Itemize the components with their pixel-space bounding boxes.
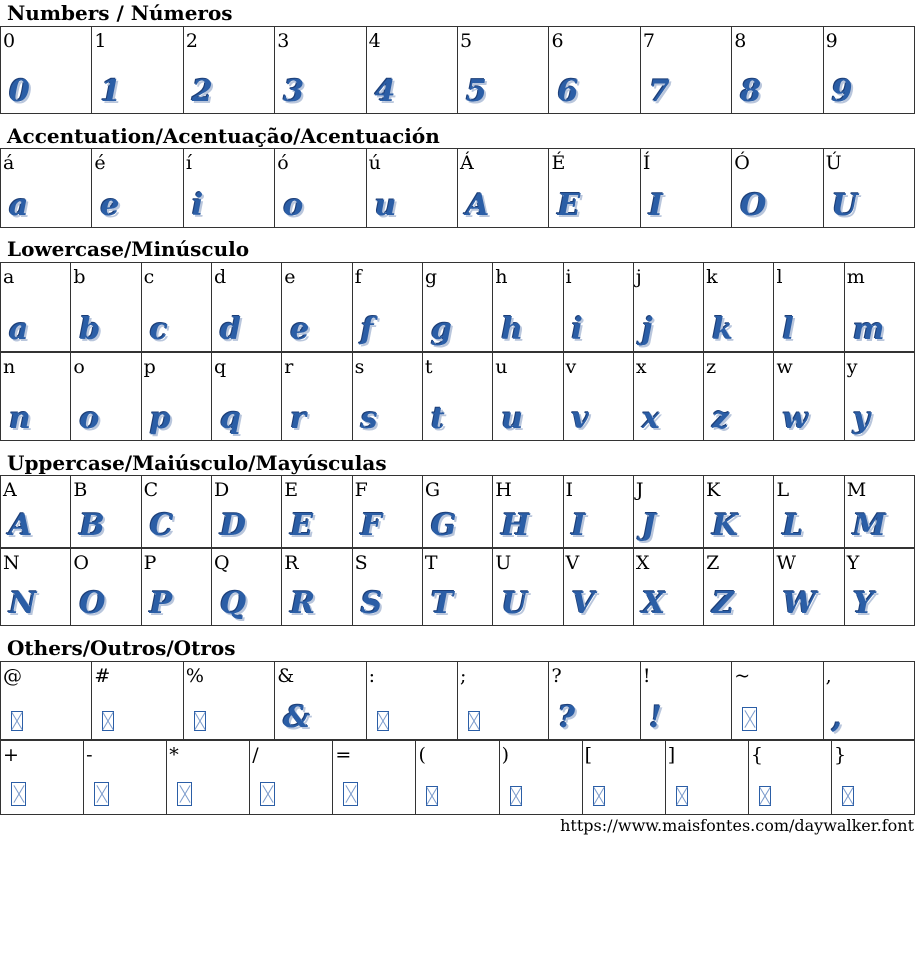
glyph-cell [583,741,666,815]
glyph-label: G [424,479,441,501]
glyph-sample: r [290,401,307,436]
glyph-cell [84,741,167,815]
glyph-label: W [776,552,796,574]
glyph-cell [641,662,732,740]
glyph-cell [212,353,282,441]
glyph-label: { [750,744,763,766]
glyph-label: c [143,266,155,288]
glyph-sample: N [9,586,37,621]
glyph-label: p [143,356,156,378]
glyph-label: r [284,356,294,378]
glyph-sample: P [149,586,173,621]
glyph-row [0,262,915,352]
glyph-cell [1,549,71,626]
glyph-sample: I [571,508,586,543]
glyph-cell [832,741,915,815]
glyph-label: ? [551,665,562,687]
glyph-sample: H [501,508,530,543]
glyph-cell [212,476,282,548]
glyph-sample: i [571,312,583,347]
glyph-cell [634,549,704,626]
glyph-row [0,548,915,626]
missing-glyph-icon [102,711,114,731]
glyph-cell [423,549,493,626]
glyph-cell [142,353,212,441]
glyph-row [0,740,915,815]
glyph-cell [423,353,493,441]
glyph-sample: , [831,700,843,735]
glyph-sample: 7 [648,74,670,109]
glyph-sample: 0 [9,74,30,109]
glyph-label: 6 [551,30,564,52]
glyph-cell [92,149,183,228]
glyph-sample: f [360,312,374,347]
glyph-label: b [73,266,86,288]
glyph-sample: A [466,188,490,223]
glyph-cell [634,353,704,441]
glyph-sample: 1 [100,74,122,109]
glyph-sample: l [782,312,794,347]
glyph-label: L [776,479,790,501]
glyph-label: B [73,479,88,501]
glyph-sample: s [360,401,378,436]
glyph-cell [353,263,423,352]
glyph-label: s [354,356,365,378]
glyph-label: } [833,744,847,766]
glyph-label: v [565,356,577,378]
glyph-label: R [284,552,299,574]
glyph-cell [353,353,423,441]
glyph-cell [549,27,640,114]
glyph-sample: I [648,188,663,223]
glyph-cell [704,549,774,626]
glyph-sample: T [430,586,454,621]
glyph-label: í [185,152,192,174]
glyph-cell [824,149,915,228]
missing-glyph-icon [742,707,757,731]
glyph-cell [845,476,915,548]
glyph-label: o [73,356,85,378]
glyph-sample: R [290,586,316,621]
glyph-label: i [565,266,572,288]
glyph-sample: g [430,312,452,347]
glyph-label: : [368,665,376,687]
glyph-label: @ [3,665,22,687]
glyph-cell [704,476,774,548]
missing-glyph-icon [842,786,854,806]
glyph-cell [564,549,634,626]
glyph-label: d [213,266,227,288]
glyph-label: e [284,266,296,288]
glyph-label: á [3,152,15,174]
glyph-label: g [424,266,438,288]
glyph-cell [367,662,458,740]
glyph-label: , [825,665,832,687]
glyph-cell [184,27,275,114]
glyph-sample: U [501,586,528,621]
glyph-cell [92,27,183,114]
glyph-label: Z [706,552,720,574]
glyph-label: z [706,356,717,378]
glyph-label: 3 [277,30,290,52]
glyph-label: Í [642,152,651,174]
glyph-cell [275,27,366,114]
glyph-sample: a [9,312,29,347]
glyph-sample: z [712,401,730,436]
glyph-sample: u [374,188,397,223]
glyph-cell [458,662,549,740]
glyph-label: f [354,266,362,288]
glyph-cell [282,476,352,548]
glyph-label: y [846,356,858,378]
glyph-cell [564,263,634,352]
glyph-label: l [776,266,783,288]
glyph-label: - [86,744,93,766]
glyph-cell [824,27,915,114]
missing-glyph-icon [11,782,26,806]
glyph-sample: 3 [283,74,305,109]
glyph-cell [500,741,583,815]
glyph-label: x [635,356,647,378]
glyph-label: 1 [94,30,107,52]
glyph-sample: q [219,401,241,436]
glyph-cell [549,149,640,228]
glyph-cell [458,27,549,114]
glyph-label: D [213,479,230,501]
glyph-label: 2 [185,30,198,52]
glyph-cell [353,476,423,548]
glyph-cell [1,662,92,740]
glyph-cell [493,549,563,626]
glyph-cell [845,549,915,626]
glyph-cell [167,741,250,815]
glyph-sample: 8 [740,74,762,109]
glyph-label: J [635,479,644,501]
glyph-cell [845,353,915,441]
glyph-cell [564,476,634,548]
glyph-cell [549,662,640,740]
glyph-label: O [73,552,89,574]
glyph-sample: w [782,401,809,436]
glyph-sample: e [100,188,120,223]
glyph-label: Y [846,552,860,574]
section-title-others: Others/Outros/Otros [7,636,236,660]
glyph-sample: k [712,312,733,347]
glyph-cell [845,263,915,352]
glyph-row [0,661,915,740]
section-title-lowercase: Lowercase/Minúsculo [7,237,250,261]
glyph-cell [71,549,141,626]
glyph-cell [732,149,823,228]
glyph-sample: o [283,188,304,223]
glyph-label: Á [460,152,474,174]
glyph-sample: O [740,188,767,223]
glyph-label: n [3,356,16,378]
glyph-label: ! [642,665,651,687]
glyph-cell [1,263,71,352]
glyph-sample: E [557,188,581,223]
glyph-sample: 9 [831,74,853,109]
glyph-label: 0 [3,30,16,52]
glyph-cell [184,662,275,740]
glyph-sample: X [641,586,666,621]
missing-glyph-icon [759,786,771,806]
missing-glyph-icon [426,786,438,806]
glyph-sample: 6 [557,74,579,109]
glyph-label: u [495,356,508,378]
glyph-label: / [252,744,259,766]
glyph-label: j [635,266,642,288]
glyph-cell [634,263,704,352]
glyph-sample: K [712,508,739,543]
glyph-row [0,148,915,228]
glyph-cell [333,741,416,815]
glyph-label: ~ [734,665,751,687]
glyph-sample: V [571,586,595,621]
glyph-label: É [551,152,566,174]
glyph-label: A [3,479,17,501]
glyph-cell [212,549,282,626]
glyph-cell [71,263,141,352]
glyph-sample: b [79,312,101,347]
glyph-label: 7 [642,30,655,52]
glyph-cell [184,149,275,228]
glyph-label: M [846,479,867,501]
glyph-cell [774,549,844,626]
glyph-cell [493,476,563,548]
glyph-label: K [706,479,721,501]
glyph-label: ó [277,152,289,174]
glyph-label: + [3,744,19,766]
glyph-sample: ! [648,700,663,735]
glyph-sample: d [219,312,241,347]
glyph-label: Ú [825,152,842,174]
glyph-row [0,26,915,114]
glyph-cell [641,149,732,228]
missing-glyph-icon [510,786,522,806]
glyph-sample: S [360,586,383,621]
glyph-sample: C [149,508,174,543]
glyph-label: w [776,356,793,378]
glyph-cell [704,353,774,441]
glyph-cell [732,27,823,114]
glyph-label: E [284,479,299,501]
glyph-cell [423,476,493,548]
glyph-sample: n [9,401,31,436]
glyph-label: é [94,152,106,174]
glyph-label: 8 [734,30,747,52]
glyph-cell [1,149,92,228]
glyph-sample: & [283,700,311,735]
missing-glyph-icon [593,786,605,806]
glyph-cell [416,741,499,815]
glyph-cell [212,263,282,352]
glyph-label: 4 [368,30,381,52]
missing-glyph-icon [676,786,688,806]
glyph-label: h [495,266,508,288]
glyph-label: C [143,479,159,501]
missing-glyph-icon [11,711,23,731]
glyph-label: 9 [825,30,838,52]
glyph-label: H [495,479,512,501]
glyph-cell [666,741,749,815]
glyph-sample: U [831,188,858,223]
glyph-sample: Y [852,586,875,621]
glyph-label: t [424,356,433,378]
glyph-label: S [354,552,368,574]
glyph-label: k [706,266,718,288]
glyph-cell [92,662,183,740]
glyph-row [0,475,915,548]
glyph-sample: 2 [191,74,213,109]
glyph-sample: v [571,401,589,436]
glyph-label: I [565,479,574,501]
glyph-cell [493,263,563,352]
glyph-label: q [213,356,227,378]
glyph-cell [1,353,71,441]
glyph-label: # [94,665,111,687]
glyph-cell [282,549,352,626]
glyph-sample: x [641,401,660,436]
glyph-sample: E [290,508,314,543]
glyph-cell [704,263,774,352]
glyph-label: X [635,552,650,574]
missing-glyph-icon [468,711,480,731]
glyph-label: [ [584,744,593,766]
glyph-label: ) [501,744,509,766]
glyph-sample: i [191,188,204,223]
glyph-cell [634,476,704,548]
glyph-sample: e [290,312,310,347]
glyph-sample: y [852,401,871,436]
glyph-label: N [3,552,20,574]
glyph-sample: W [782,586,817,621]
glyph-label: % [185,665,204,687]
glyph-cell [1,476,71,548]
glyph-sample: O [79,586,106,621]
glyph-sample: t [430,401,445,436]
glyph-label: V [565,552,580,574]
glyph-cell [250,741,333,815]
glyph-label: ( [418,744,426,766]
section-title-uppercase: Uppercase/Maiúsculo/Mayúsculas [7,451,387,475]
glyph-sample: 5 [466,74,487,109]
glyph-cell [749,741,832,815]
glyph-cell [142,263,212,352]
glyph-cell [824,662,915,740]
glyph-cell [493,353,563,441]
glyph-cell [564,353,634,441]
glyph-cell [732,662,823,740]
glyph-label: P [143,552,157,574]
glyph-label: ] [667,744,676,766]
glyph-label: m [846,266,865,288]
glyph-cell [774,353,844,441]
glyph-label: F [354,479,368,501]
missing-glyph-icon [194,711,206,731]
glyph-cell [1,741,84,815]
missing-glyph-icon [177,782,192,806]
glyph-cell [71,353,141,441]
glyph-sample: G [430,508,457,543]
glyph-sample: h [501,312,523,347]
glyph-cell [71,476,141,548]
glyph-sample: o [79,401,100,436]
glyph-sample: m [852,312,885,347]
glyph-sample: p [149,401,171,436]
glyph-cell [367,149,458,228]
glyph-label: ú [368,152,381,174]
glyph-label: ; [460,665,467,687]
glyph-sample: M [852,508,886,543]
glyph-cell [353,549,423,626]
glyph-cell [774,263,844,352]
glyph-sample: L [782,508,804,543]
glyph-cell [142,549,212,626]
glyph-cell [282,353,352,441]
glyph-sample: Z [712,586,735,621]
glyph-label: Ó [734,152,750,174]
missing-glyph-icon [377,711,389,731]
footer-url[interactable]: https://www.maisfontes.com/daywalker.font [560,816,914,835]
glyph-sample: c [149,312,168,347]
glyph-sample: D [219,508,246,543]
glyph-cell [275,149,366,228]
glyph-cell [367,27,458,114]
glyph-row [0,352,915,441]
section-title-accentuation: Accentuation/Acentuação/Acentuación [7,124,440,148]
glyph-sample: J [641,508,657,543]
glyph-label: a [3,266,15,288]
missing-glyph-icon [94,782,109,806]
glyph-cell [142,476,212,548]
glyph-cell [458,149,549,228]
glyph-sample: j [641,312,653,347]
glyph-sample: u [501,401,523,436]
missing-glyph-icon [260,782,275,806]
glyph-label: = [335,744,352,766]
glyph-cell [774,476,844,548]
glyph-label: & [277,665,295,687]
glyph-sample: A [9,508,33,543]
glyph-cell [275,662,366,740]
glyph-sample: 4 [374,74,396,109]
section-title-numbers: Numbers / Números [7,1,233,25]
glyph-label: 5 [460,30,473,52]
glyph-label: U [495,552,512,574]
glyph-label: Q [213,552,230,574]
glyph-cell [1,27,92,114]
glyph-cell [282,263,352,352]
glyph-label: T [424,552,438,574]
glyph-sample: F [360,508,382,543]
missing-glyph-icon [343,782,358,806]
glyph-cell [641,27,732,114]
glyph-sample: a [9,188,29,223]
glyph-sample: ? [557,700,576,735]
glyph-sample: Q [219,586,247,621]
glyph-label: * [169,744,179,766]
glyph-cell [423,263,493,352]
glyph-sample: B [79,508,105,543]
